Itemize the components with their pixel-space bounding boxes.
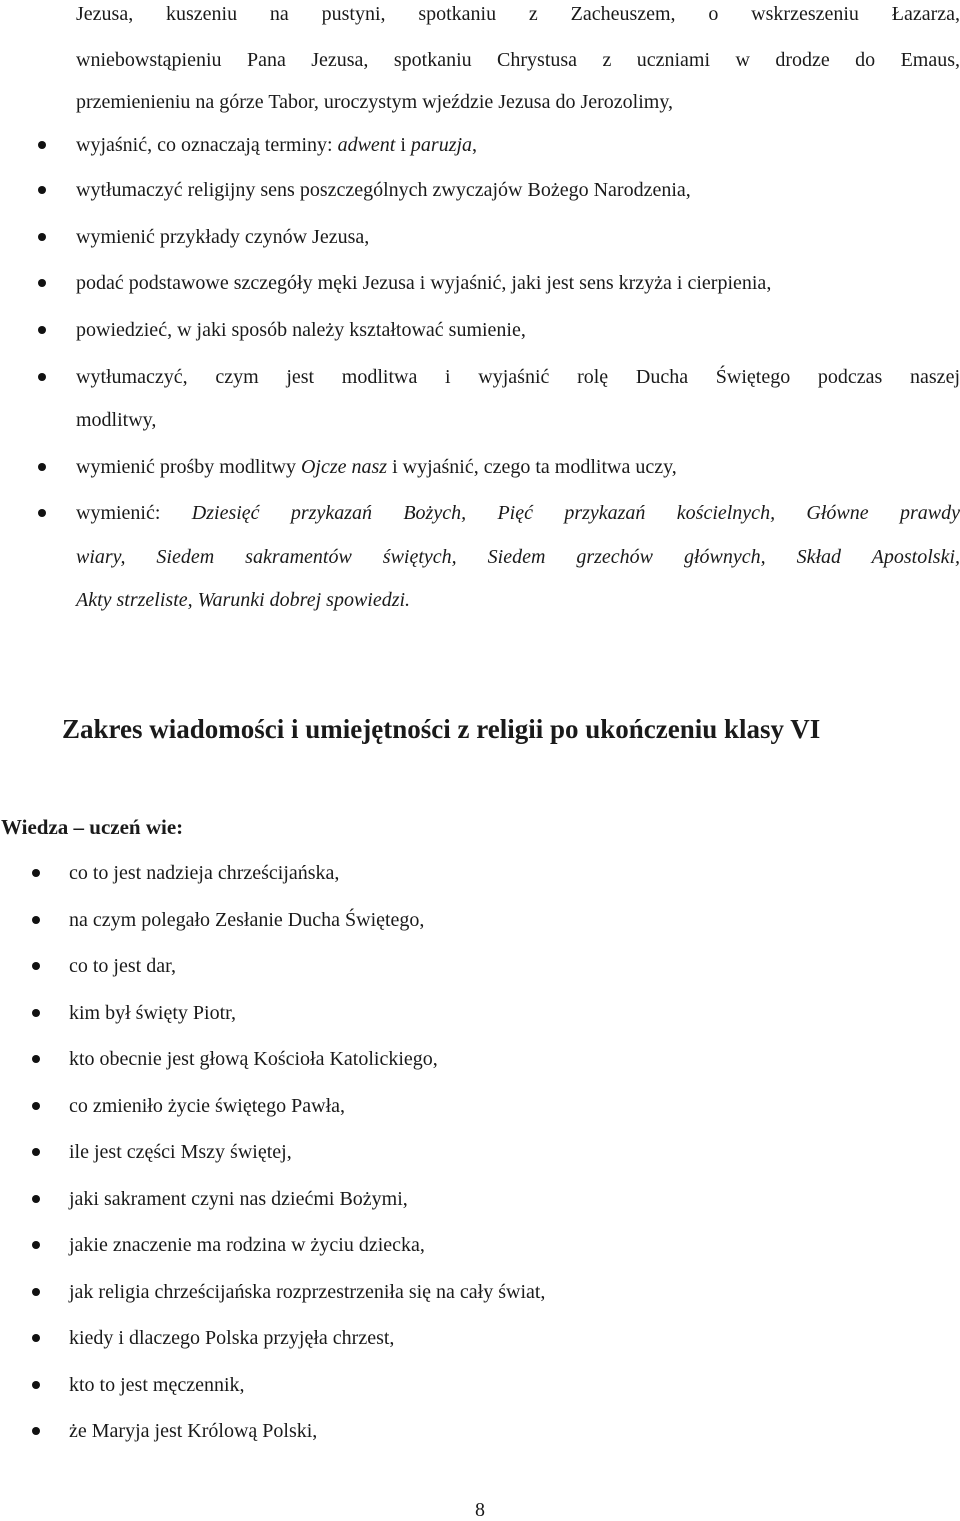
page-number: 8 [475,1499,485,1521]
continuation-line: wniebowstąpieniu Pana Jezusa, spotkaniu Chrystusa z uczniami w drodze do Emaus, [76,49,960,71]
list-item: że Maryja jest Królową Polski, [69,1420,318,1442]
bullet-icon [32,1102,40,1110]
list-item: kto to jest męczennik, [69,1374,245,1396]
bullet-icon [38,326,46,334]
list-item: wytłumaczyć, czym jest modlitwa i wyjaśnić rolę Ducha Świętego podczas naszej [76,366,960,388]
bullet-icon [32,1288,40,1296]
bullet-icon [38,233,46,241]
list-item: kim był święty Piotr, [69,1002,236,1024]
bullet-icon [32,869,40,877]
subsection-heading: Wiedza – uczeń wie: [1,815,184,839]
bullet-icon [32,1148,40,1156]
list-item-continuation: Akty strzeliste, Warunki dobrej spowiedzi. [76,589,411,611]
bullet-icon [38,463,46,471]
list-item: podać podstawowe szczegóły męki Jezusa i wyjaśnić, jaki jest sens krzyża i cierpienia, [76,272,772,294]
list-item: co to jest dar, [69,955,176,977]
bullet-icon [38,279,46,287]
bullet-icon [32,1241,40,1249]
bullet-icon [32,1055,40,1063]
bullet-icon [32,1334,40,1342]
bullet-icon [32,962,40,970]
section-heading: Zakres wiadomości i umiejętności z religii po ukończeniu klasy VI [62,714,821,744]
list-item: kto obecnie jest głową Kościoła Katolickiego, [69,1048,438,1070]
bullet-icon [32,1427,40,1435]
bullet-icon [32,916,40,924]
bullet-icon [38,186,46,194]
list-item: jak religia chrześcijańska rozprzestrzeniła się na cały świat, [69,1281,546,1303]
list-item-continuation: wiary, Siedem sakramentów świętych, Siedem grzechów głównych, Skład Apostolski, [76,546,960,568]
list-item: co zmieniło życie świętego Pawła, [69,1095,346,1117]
list-item-continuation: modlitwy, [76,409,157,431]
list-item: wymienić prośby modlitwy Ojcze nasz i wyjaśnić, czego ta modlitwa uczy, [76,456,677,478]
list-item: wytłumaczyć religijny sens poszczególnych zwyczajów Bożego Narodzenia, [76,179,691,201]
list-item: wymienić: Dziesięć przykazań Bożych, Pięć przykazań kościelnych, Główne prawdy [76,502,960,524]
list-item: jakie znaczenie ma rodzina w życiu dziecka, [69,1234,425,1256]
continuation-line: przemienieniu na górze Tabor, uroczystym wjeździe Jezusa do Jerozolimy, [76,91,674,113]
list-item: ile jest części Mszy świętej, [69,1141,292,1163]
bullet-icon [32,1009,40,1017]
list-item: jaki sakrament czyni nas dziećmi Bożymi, [69,1188,408,1210]
list-item: kiedy i dlaczego Polska przyjęła chrzest, [69,1327,395,1349]
bullet-icon [38,509,46,517]
bullet-icon [32,1195,40,1203]
bullet-icon [38,373,46,381]
list-item: wymienić przykłady czynów Jezusa, [76,226,370,248]
continuation-line: Jezusa, kuszeniu na pustyni, spotkaniu z Zacheuszem, o wskrzeszeniu Łazarza, [76,3,960,25]
list-item: wyjaśnić, co oznaczają terminy: adwent i paruzja, [76,134,478,156]
list-item: powiedzieć, w jaki sposób należy kształtować sumienie, [76,319,526,341]
bullet-icon [32,1381,40,1389]
list-item: co to jest nadzieja chrześcijańska, [69,862,340,884]
bullet-icon [38,141,46,149]
list-item: na czym polegało Zesłanie Ducha Świętego, [69,909,425,931]
